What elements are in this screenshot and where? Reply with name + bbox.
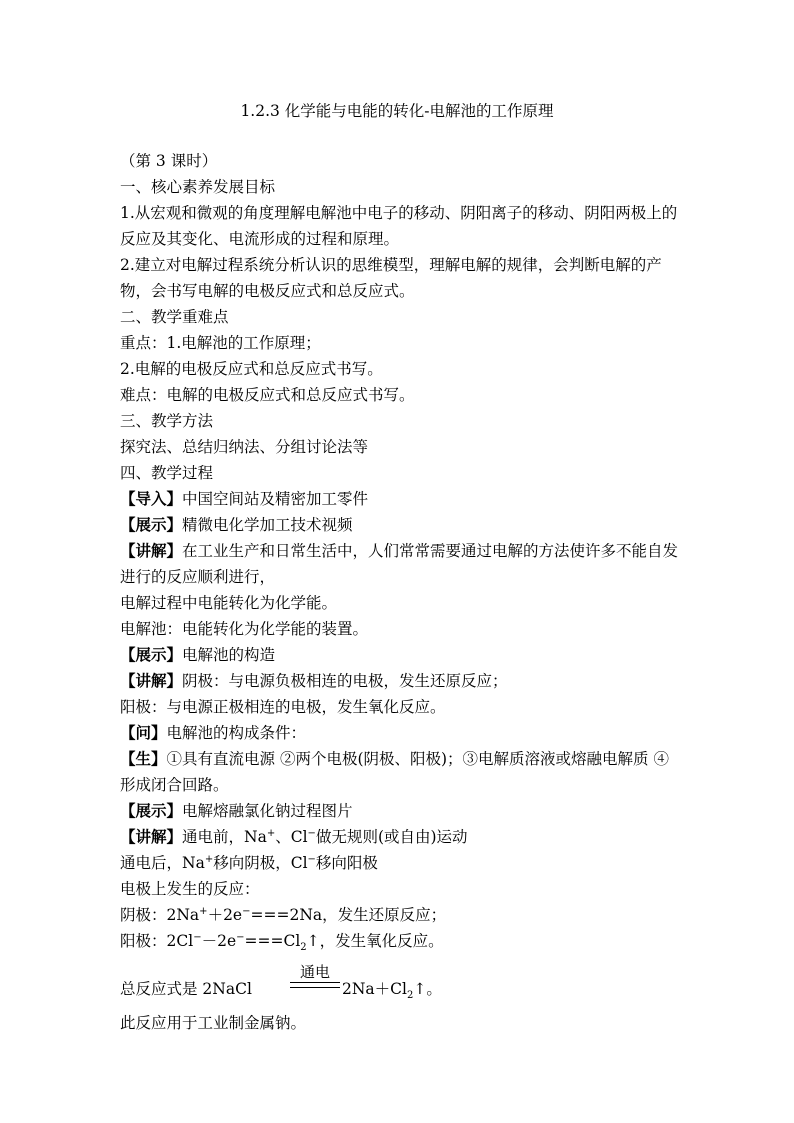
total-equation <box>120 958 680 1002</box>
equation-text: ↑。 <box>413 980 442 998</box>
process-student <box>120 746 680 798</box>
charge-plus: + <box>204 853 214 865</box>
ion-text: 通电前，Na <box>182 828 267 846</box>
tag-student: 【生】 <box>120 749 167 768</box>
tag-show: 【展示】 <box>120 515 183 534</box>
reaction-condition: 通电 <box>299 963 330 981</box>
show-text-2: 电解池的构造 <box>182 646 276 664</box>
process-show-2 <box>120 642 680 668</box>
charge-minus: − <box>193 931 202 943</box>
subscript: 2 <box>300 942 307 954</box>
total-equation-rhs <box>342 976 442 1002</box>
anode-definition: 阳极：与电源正极相连的电极，发生氧化反应。 <box>120 698 446 716</box>
tag-explain: 【讲解】 <box>120 541 183 560</box>
goal-paragraph-2: 2.建立对电解过程系统分析认识的思维模型，理解电解的规律，会判断电解的产物，会书写电解的电极反应式和总反应式。 <box>120 256 662 300</box>
charge-minus: − <box>307 827 316 839</box>
process-intro <box>120 486 680 512</box>
anode-equation <box>120 928 680 954</box>
difficult-point: 难点：电解的电极反应式和总反应式书写。 <box>120 386 415 404</box>
charge-plus: + <box>266 827 276 839</box>
final-note: 此反应用于工业制金属钠。 <box>120 1014 307 1032</box>
process-show-1 <box>120 512 680 538</box>
process-explain-2 <box>120 668 680 694</box>
intro-text: 中国空间站及精密加工零件 <box>182 490 369 508</box>
show-text-3: 电解熔融氯化钠过程图片 <box>182 802 353 820</box>
show-text-1: 精微电化学加工技术视频 <box>182 516 353 534</box>
process-explain-3 <box>120 824 680 850</box>
ion-text: 、Cl <box>275 828 308 846</box>
subscript: 2 <box>406 990 414 1002</box>
document-title: 1.2.3 化学能与电能的转化-电解池的工作原理 <box>240 102 554 120</box>
equation-text: －2e <box>201 932 237 950</box>
electrode-reactions-heading: 电极上发生的反应： <box>120 880 260 898</box>
energy-conversion-line: 电解过程中电能转化为化学能。 <box>120 594 338 612</box>
section-heading-methods: 三、教学方法 <box>120 412 214 430</box>
section-heading-key-points: 二、教学重难点 <box>120 308 229 326</box>
equation-text: ===Cl <box>244 932 301 950</box>
document-body <box>120 148 680 1036</box>
charge-minus: − <box>307 853 316 865</box>
tag-explain: 【讲解】 <box>120 827 183 846</box>
goal-paragraph-1: 1.从宏观和微观的角度理解电解池中电子的移动、阴阳离子的移动、阴阳两极上的反应及其变化、电流形成的过程和原理。 <box>120 204 678 248</box>
ion-text: 移向阴极，Cl <box>213 854 308 872</box>
lesson-period: （第 3 课时） <box>120 152 218 170</box>
key-point-1: 重点：1.电解池的工作原理； <box>120 334 321 352</box>
process-explain-1 <box>120 538 680 590</box>
total-equation-lhs: 总反应式是 2NaCl <box>120 980 252 998</box>
equation-text: 阳极：2Cl <box>120 932 194 950</box>
ion-text: 移向阳极 <box>315 854 378 872</box>
tag-ask: 【问】 <box>120 723 167 742</box>
equation-text: ＋2e <box>207 906 243 924</box>
reaction-arrow <box>290 964 340 988</box>
equation-text: ↑，发生氧化反应。 <box>306 932 444 950</box>
charge-plus: + <box>199 905 208 917</box>
equation-text: ===2Na，发生还原反应； <box>250 906 447 924</box>
methods-text: 探究法、总结归纳法、分组讨论法等 <box>120 438 369 456</box>
charge-minus: − <box>236 931 245 943</box>
process-ask <box>120 720 680 746</box>
equation-text: 阴极：2Na <box>120 906 200 924</box>
section-heading-process: 四、教学过程 <box>120 464 214 482</box>
tag-explain: 【讲解】 <box>120 671 183 690</box>
tag-intro: 【导入】 <box>120 489 183 508</box>
after-power-line <box>120 850 680 876</box>
equation-text: 2Na＋Cl <box>342 980 407 998</box>
explain-text-2: 阴极：与电源负极相连的电极，发生还原反应； <box>182 672 508 690</box>
key-point-2: 2.电解的电极反应式和总反应式书写。 <box>120 360 383 378</box>
ask-text: 电解池的构成条件： <box>166 724 307 742</box>
tag-show: 【展示】 <box>120 801 183 820</box>
process-show-3 <box>120 798 680 824</box>
cathode-equation <box>120 902 680 928</box>
tag-show: 【展示】 <box>120 645 183 664</box>
ion-text: 通电后，Na <box>120 854 205 872</box>
explain-text-1: 在工业生产和日常生活中，人们常常需要通过电解的方法使许多不能自发进行的反应顺利进行， <box>120 542 679 586</box>
electrolytic-cell-definition: 电解池：电能转化为化学能的装置。 <box>120 620 369 638</box>
student-text: ①具有直流电源 ②两个电极(阴极、阳极)；③电解质溶液或熔融电解质 ④形成闭合回路。 <box>120 750 669 794</box>
equals-bars <box>290 982 340 988</box>
section-heading-goals: 一、核心素养发展目标 <box>120 178 276 196</box>
charge-minus: − <box>242 905 251 917</box>
ion-text: 做无规则(或自由)运动 <box>315 828 468 846</box>
